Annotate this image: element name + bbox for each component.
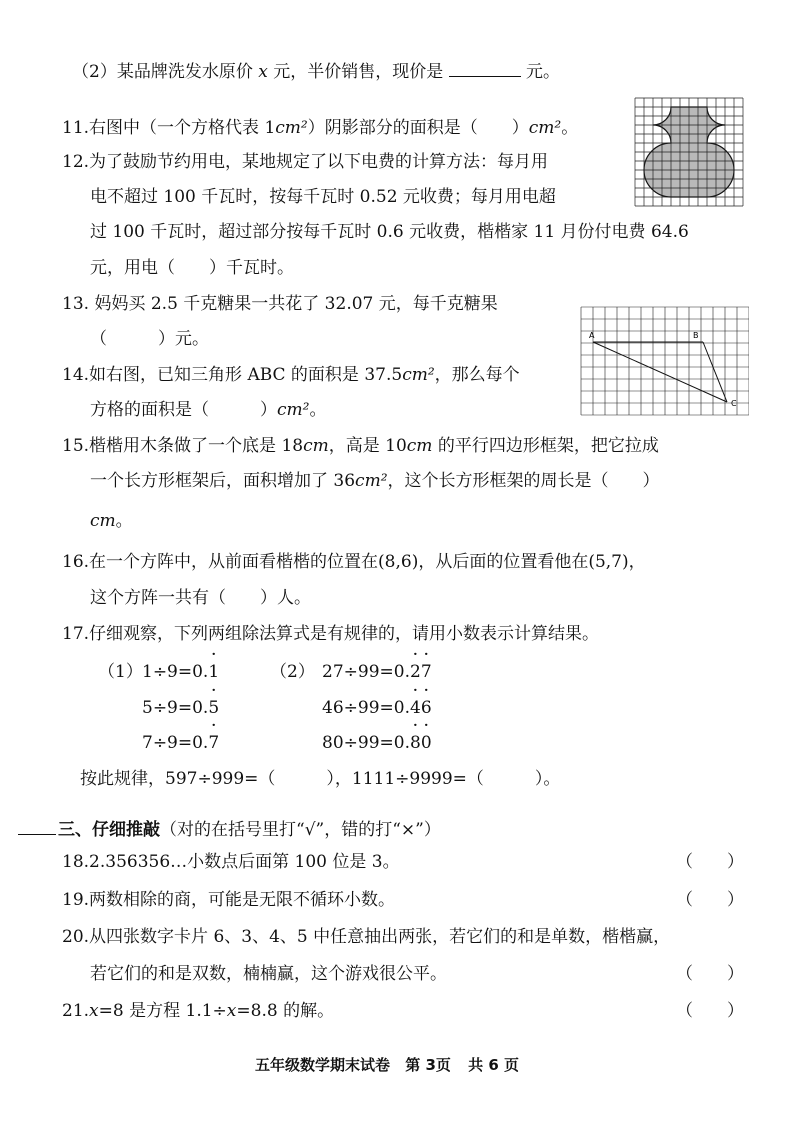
q19-answer-paren[interactable]: （ ） <box>676 890 744 910</box>
q14-line-1 <box>62 363 520 387</box>
q21-var: x <box>89 1001 99 1021</box>
repeating-digit: · 1 <box>208 660 219 684</box>
q10-2-pre: （2）某品牌洗发水原价 <box>72 62 253 82</box>
repeating-digit: · 4 <box>410 696 421 720</box>
q15-text-f: 。 <box>115 511 133 531</box>
q12-line-4: 元，用电（ ）千瓦时。 <box>90 258 294 278</box>
q11-unit-2: cm² <box>528 118 562 138</box>
vertex-c-label: C <box>731 399 737 408</box>
repeating-digit: · 8 <box>410 731 421 755</box>
q17-g2-row-3 <box>322 731 432 755</box>
q17-line-1: 17.仔细观察，下列两组除法算式是有规律的，请用小数表示计算结果。 <box>62 624 600 644</box>
q18-answer-paren[interactable]: （ ） <box>676 852 744 872</box>
q10-2-mid: 元，半价销售，现价是 <box>273 62 444 82</box>
q12-line-3: 过 100 千瓦时，超过部分按每千瓦时 0.6 元收费，楷楷家 11 月份付电费 64.6 <box>90 222 689 242</box>
q17-group2-label: （2） <box>270 662 315 682</box>
vertex-b-label: B <box>693 331 699 340</box>
q14-unit-2: cm² <box>277 400 310 420</box>
q17-g1-row-1 <box>142 660 219 684</box>
q15-text-c: 的平行四边形框架，把它拉成 <box>432 436 659 456</box>
q17-g1-expr-1: 1÷9=0. <box>142 662 209 682</box>
q14-text-d: 。 <box>309 400 327 420</box>
q15-unit-4: cm <box>90 511 116 531</box>
q16-line-1: 16.在一个方阵中，从前面看楷楷的位置在(8,6)，从后面的位置看他在(5,7)， <box>62 552 646 572</box>
repeating-digit: · 0 <box>421 731 432 755</box>
q11 <box>62 116 578 140</box>
vertex-a-label: A <box>589 331 595 340</box>
q12-line-2: 电不超过 100 千瓦时，按每千瓦时 0.52 元收费；每月用电超 <box>90 187 556 207</box>
q17-g2-expr-1: 27÷99=0. <box>322 662 410 682</box>
q18: 18.2.356356…小数点后面第 100 位是 3。 <box>62 852 400 872</box>
q15-unit-3: cm² <box>355 471 388 491</box>
q14-text-a: 14.如右图，已知三角形 ABC 的面积是 37.5 <box>62 365 403 385</box>
q19: 19.两数相除的商，可能是无限不循环小数。 <box>62 890 396 910</box>
q14-text-b: ，那么每个 <box>434 365 520 385</box>
q11-pre: 11.右图中（一个方格代表 1 <box>62 118 276 138</box>
footer-page: 第 3页 <box>405 1056 451 1074</box>
q17-g2-expr-3: 80÷99=0. <box>322 733 410 753</box>
repeating-digit: · 7 <box>208 731 219 755</box>
q17-g1-row-2 <box>142 696 219 720</box>
q21-var-2: x <box>226 1001 237 1021</box>
answer-blank[interactable] <box>449 58 521 77</box>
q16-line-2: 这个方阵一共有（ ）人。 <box>90 588 311 608</box>
repeating-digit: · 7 <box>421 660 432 684</box>
page-footer <box>255 1054 519 1075</box>
section-3-header <box>18 818 441 842</box>
q12-line-1: 12.为了鼓励节约用电，某地规定了以下电费的计算方法：每月用 <box>62 152 549 172</box>
q21-answer-paren[interactable]: （ ） <box>676 1001 744 1021</box>
q15-line-3 <box>90 509 133 533</box>
q10-2-post: 元。 <box>526 62 561 82</box>
q15-text-a: 15.楷楷用木条做了一个底是 18 <box>62 436 304 456</box>
q17-g1-expr-2: 5÷9=0. <box>142 698 209 718</box>
q20-answer-paren[interactable]: （ ） <box>676 964 744 984</box>
repeating-digit: · 6 <box>421 696 432 720</box>
q11-grid-figure <box>633 96 745 208</box>
q14-line-2 <box>90 398 326 422</box>
q17-g1-expr-3: 7÷9=0. <box>142 733 209 753</box>
q11-mid: ）阴影部分的面积是（ ） <box>307 118 529 138</box>
q15-text-b: ，高是 10 <box>328 436 407 456</box>
footer-title: 五年级数学期末试卷 <box>255 1056 391 1074</box>
footer-total: 共 6 页 <box>468 1056 520 1074</box>
q14-text-c: 方格的面积是（ ） <box>90 400 277 420</box>
q21-text-b: =8.8 的解。 <box>236 1001 335 1021</box>
q15-unit-2: cm <box>406 436 433 456</box>
q14-triangle-figure <box>579 305 749 417</box>
q15-line-2 <box>90 469 660 493</box>
q20-line-1: 20.从四张数字卡片 6、3、4、5 中任意抽出两张，若它们的和是单数，楷楷赢， <box>62 927 671 947</box>
q10-2 <box>72 58 560 84</box>
q17-group1-label: （1） <box>98 662 143 682</box>
q10-2-var: x <box>258 62 268 82</box>
q21-text-a: =8 是方程 1.1÷ <box>98 1001 227 1021</box>
q13-line-1: 13. 妈妈买 2.5 千克糖果一共花了 32.07 元，每千克糖果 <box>62 294 498 314</box>
q11-unit: cm² <box>275 118 308 138</box>
q15-text-d: 一个长方形框架后，面积增加了 36 <box>90 471 356 491</box>
q15-unit-1: cm <box>303 436 329 456</box>
repeating-digit: · 5 <box>208 696 219 720</box>
section-3-title: 三、仔细推敲 <box>58 820 160 840</box>
q11-post: 。 <box>561 118 579 138</box>
q14-unit: cm² <box>402 365 435 385</box>
q20-line-2: 若它们的和是双数，楠楠赢，这个游戏很公平。 <box>90 964 447 984</box>
section-3-note: （对的在括号里打“√”，错的打“×”） <box>160 820 441 840</box>
q17-rule: 按此规律，597÷999=（ ），1111÷9999=（ ）。 <box>80 769 561 789</box>
q15-line-1 <box>62 434 659 458</box>
q13-line-2: （ ）元。 <box>90 329 209 349</box>
q15-text-e: ，这个长方形框架的周长是（ ） <box>387 471 660 491</box>
score-blank[interactable] <box>18 818 56 835</box>
repeating-digit: · 2 <box>410 660 421 684</box>
q17-g1-row-3 <box>142 731 219 755</box>
q21-num: 21. <box>62 1001 90 1021</box>
q17-g2-expr-2: 46÷99=0. <box>322 698 410 718</box>
q21 <box>62 999 334 1023</box>
